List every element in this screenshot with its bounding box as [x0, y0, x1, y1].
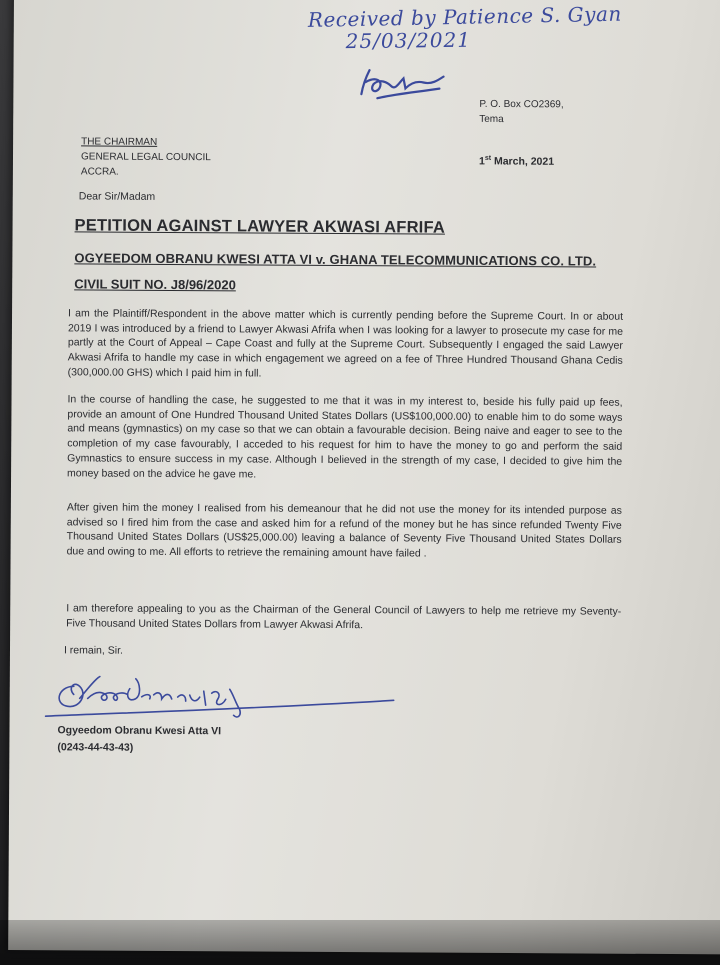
suit-number: CIVIL SUIT NO. J8/96/2020 — [74, 276, 236, 293]
address-line1: P. O. Box CO2369, — [479, 98, 564, 111]
date-suffix: st — [484, 154, 492, 162]
signer-phone: (0243-44-43-43) — [57, 741, 134, 754]
paragraph-4: I am therefore appealing to you as the Chairman of the General Council of Lawyers to help me retrieve my Seventy-Five Thousand United States Dollars from Lawyer Akwasi Afrifa. — [66, 602, 622, 631]
closing-line: I remain, Sir. — [63, 644, 123, 657]
paragraph-3: After given him the money I realised from his demeanour that he did not use the money for its intended purpose as advised so I fired him from the case and asked him for a refund of the money but he has since refunded Twenty Five Thousand United States Dollars (US$25,000.00) leaving a balance of Seventy Five Thousand United States Dollars due and owing to me. All efforts to retrieve the remaining amount have failed . — [66, 501, 622, 560]
signer-name: Ogyeedom Obranu Kwesi Atta VI — [57, 724, 222, 738]
page-bottom-shadow — [0, 920, 720, 965]
signer-block — [57, 722, 221, 757]
case-name: OGYEEDOM OBRANU KWESI ATTA VI v. GHANA TELECOMMUNICATIONS CO. LTD. — [74, 250, 597, 269]
paragraph-2: In the course of handling the case, he suggested to me that it was in my interest to, beside his fully paid up fees, provide an amount of One Hundred Thousand United States Dollars (US$100,000.00) to enable him to do some ways and means (gymnastics) on my case so that we can obtain a favourable decision. Being naive and eager to see to the completion of my case favourably, I acceded to his request for him to have the money to go and perform the said Gymnastics to ensure success in my case. Although I believed in the strength of my case, I decided to give him the money based on the advice he gave me. — [67, 393, 623, 481]
letter-date — [479, 155, 554, 168]
handwritten-signature — [44, 668, 404, 726]
salutation: Dear Sir/Madam — [78, 190, 156, 203]
sender-address — [479, 97, 563, 128]
date-day: 1 — [478, 155, 485, 168]
date-rest: March, 2021 — [491, 155, 555, 168]
recipient-city: ACCRA. — [80, 166, 119, 178]
paragraph-1: I am the Plaintiff/Respondent in the above matter which is currently pending before the Supreme Court. In or about 2019 I was introduced by a friend to Lawyer Akwasi Afrifa when I was looking for a lawyer to prosecute my case for me partly at the Court of Appeal – Cape Coast and fully at the Supreme Court. Subsequently I engaged the said Lawyer Akwasi Afrifa to handle my case in which engagement we agreed on a fee of Three Hundred Thousand Ghana Cedis (300,000.00 GHS) which I paid him in full. — [67, 307, 624, 380]
received-initials-scribble — [353, 64, 453, 105]
address-line2: Tema — [479, 113, 504, 125]
received-note-line1: Received by Patience S. Gyan — [307, 1, 622, 32]
recipient-block — [81, 134, 211, 180]
received-note-date: 25/03/2021 — [345, 27, 472, 54]
recipient-title: THE CHAIRMAN — [81, 136, 158, 148]
petition-title: PETITION AGAINST LAWYER AKWASI AFRIFA — [74, 216, 446, 237]
recipient-organization: GENERAL LEGAL COUNCIL — [80, 151, 211, 164]
letter-page — [8, 0, 720, 954]
